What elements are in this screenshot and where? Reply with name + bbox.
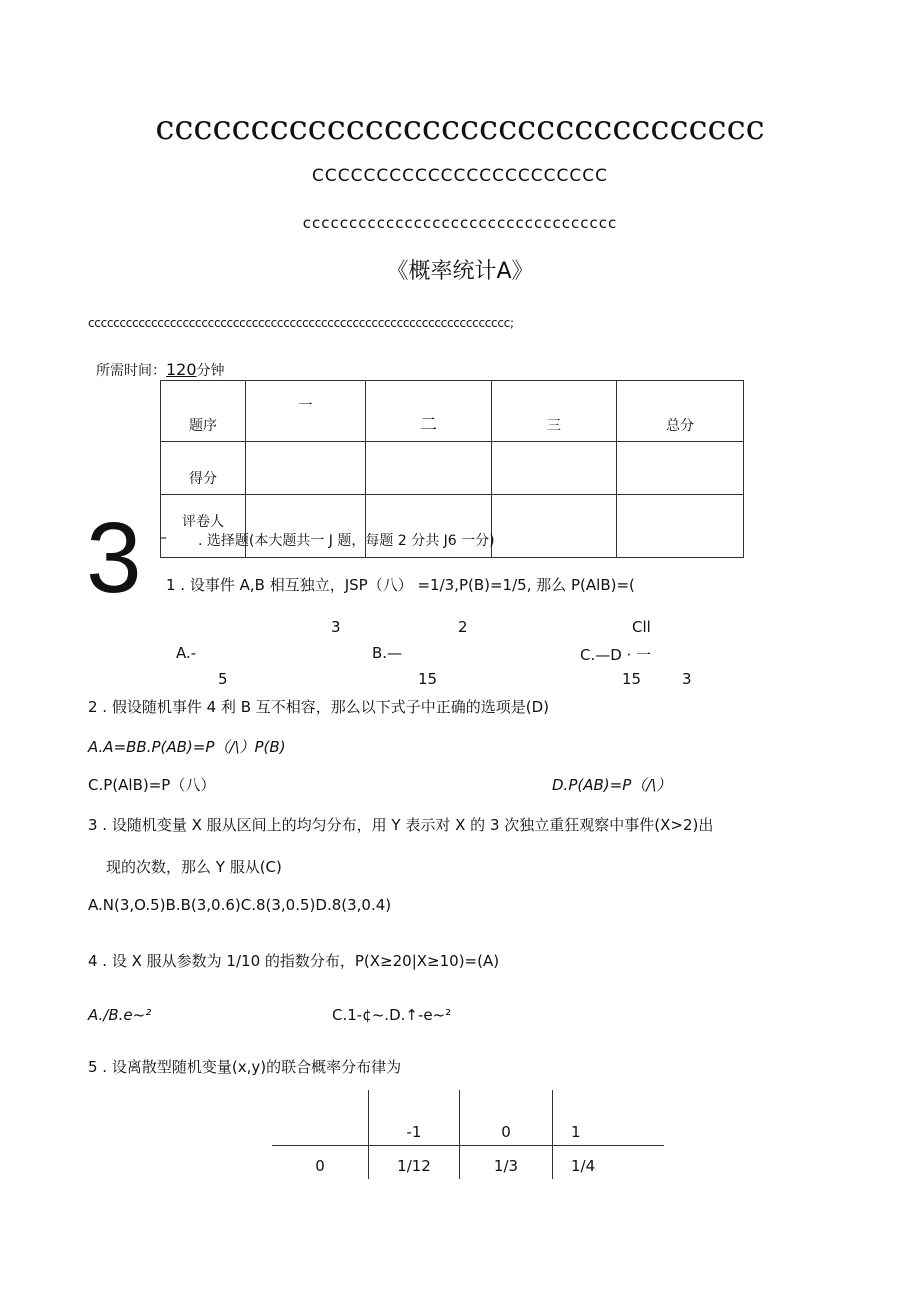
header-line-3: cccccccccccccccccccccccccccccccccc — [302, 214, 618, 232]
score-header-cell — [246, 381, 366, 442]
big-section-number: 3 — [86, 502, 142, 614]
score-header-cell: 题序 — [161, 381, 246, 442]
score-cell[interactable] — [492, 442, 617, 495]
dist-row — [272, 1146, 664, 1180]
dist-cell: 1/4 — [553, 1146, 665, 1180]
q1-num-b: 2 — [458, 618, 468, 636]
score-cell[interactable] — [492, 495, 617, 558]
q2-options-ab: A.A=BB.P(AB)=P（/\）P(B) — [88, 738, 286, 756]
score-header-cell: 总分 — [617, 381, 744, 442]
dist-header-cell: 1 — [553, 1090, 665, 1146]
q1-den-d: 3 — [682, 670, 692, 688]
dist-header-cell: -1 — [369, 1090, 460, 1146]
joint-distribution-table — [272, 1090, 664, 1179]
q1-option-b: B.— — [372, 644, 403, 662]
score-header-cell-text: 一 — [298, 398, 313, 414]
exam-title: 《概率统计A》 — [386, 259, 534, 284]
score-cell[interactable] — [617, 495, 744, 558]
q1-den-c: 15 — [622, 670, 642, 688]
time-value: 120 — [166, 360, 197, 379]
header-line-1: cccccccccccccccccccccccccccccccc — [155, 108, 765, 148]
section-dash: – — [160, 530, 167, 546]
q2-option-d: D.P(AB)=P（/\） — [552, 776, 672, 794]
score-header-cell: 三 — [492, 381, 617, 442]
q3-stem-cont: 现的次数，那么 Y 服从(C) — [106, 858, 282, 876]
time-required — [96, 360, 225, 380]
score-cell[interactable] — [617, 442, 744, 495]
score-row-label: 评卷人 — [161, 495, 246, 558]
score-header-cell: 二 — [366, 381, 492, 442]
header-line-2: CCCCCCCCCCCCCCCCCCCCCCC — [311, 166, 608, 186]
q1-option-cd: C.—D · 一 — [580, 646, 652, 664]
q1-den-a: 5 — [218, 670, 228, 688]
time-unit: 分钟 — [196, 363, 225, 379]
q1-den-b: 15 — [418, 670, 438, 688]
q1-stem: 1 . 设事件 A,B 相互独立，JSP（八） =1/3,P(B)=1/5, 那么 P(AlB)=( — [166, 576, 635, 594]
c-line: ccccccccccccccccccccccccccccccccccccccccccccccccccccccccccccccccccc; — [88, 316, 514, 330]
q4-options-cd: C.1-¢~.D.↑-e~² — [332, 1006, 452, 1024]
q2-stem: 2 . 假设随机事件 4 利 B 互不相容，那么以下式子中正确的选项是(D) — [88, 698, 550, 716]
q1-option-a: A.- — [176, 644, 197, 662]
dist-cell: 0 — [315, 1157, 325, 1175]
q4-options-ab: A./B.e~² — [88, 1006, 152, 1024]
q5-stem: 5 . 设离散型随机变量(x,y)的联合概率分布律为 — [88, 1058, 402, 1076]
score-table-row — [161, 442, 744, 495]
q2-option-c: C.P(AlB)=P（八） — [88, 776, 216, 794]
dist-cell: 1/3 — [460, 1146, 553, 1180]
q3-stem: 3 . 设随机变量 X 服从区间上的均匀分布，用 Y 表示对 X 的 3 次独立重狂观察中事件(X>2)出 — [88, 816, 714, 834]
score-cell[interactable] — [246, 442, 366, 495]
dist-header-cell: 0 — [460, 1090, 553, 1146]
section-heading: . 选择题(本大题共一 J 题，每题 2 分共 J6 一分) — [198, 533, 495, 549]
q1-num-c: Cll — [632, 618, 651, 636]
score-cell[interactable] — [366, 442, 492, 495]
dist-cell: 1/12 — [369, 1146, 460, 1180]
score-row-label: 得分 — [161, 442, 246, 495]
q4-stem: 4 . 设 X 服从参数为 1/10 的指数分布，P(X≥20|X≥10)=(A) — [88, 952, 500, 970]
q1-num-a: 3 — [331, 618, 341, 636]
dist-header-row — [272, 1090, 664, 1146]
time-label: 所需时间： — [96, 363, 166, 379]
q3-options: A.N(3,O.5)B.B(3,0.6)C.8(3,0.5)D.8(3,0.4) — [88, 896, 392, 914]
dist-header-cell — [272, 1090, 369, 1146]
score-table-header — [161, 381, 744, 442]
